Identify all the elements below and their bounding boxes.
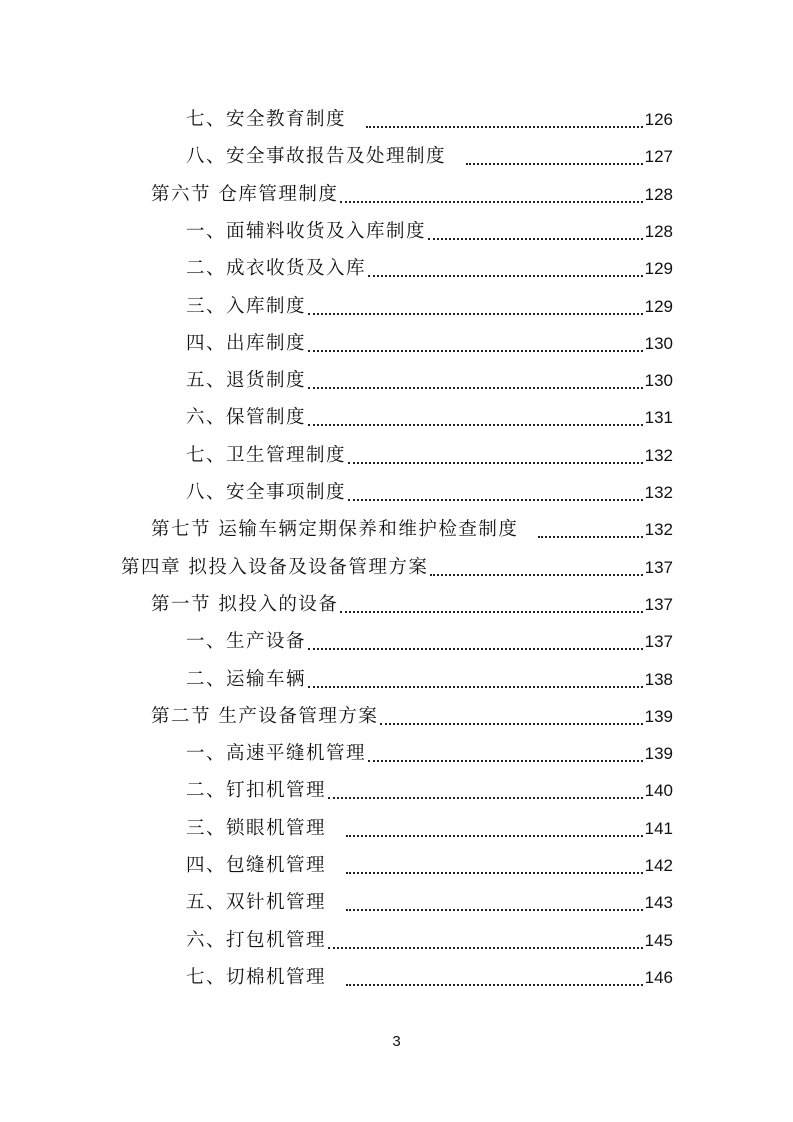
toc-entry-page-number: 143 (644, 893, 673, 913)
toc-dot-leader (308, 661, 643, 698)
toc-entry-title: 四、包缝机管理 (186, 855, 327, 876)
toc-entry-page-number: 132 (644, 445, 673, 465)
toc-entry[interactable] (186, 810, 673, 847)
toc-dot-leader (346, 847, 643, 884)
toc-entry[interactable] (186, 884, 673, 921)
toc-entry-page-number: 127 (644, 147, 673, 167)
toc-dot-leader (348, 437, 643, 474)
toc-dot-leader (428, 213, 643, 250)
toc-entry-title: 二、成衣收货及入库 (186, 258, 367, 280)
toc-entry[interactable] (186, 325, 673, 362)
toc-entry-page-number: 126 (644, 110, 673, 129)
toc-entry-title: 第一节 拟投入的设备 (151, 593, 339, 615)
toc-entry[interactable] (186, 399, 673, 436)
toc-entry-page-number: 132 (644, 483, 673, 502)
toc-entry-title: 六、打包机管理 (186, 929, 327, 951)
toc-entry[interactable] (186, 437, 673, 474)
toc-entry[interactable] (186, 101, 673, 138)
toc-entry[interactable] (186, 959, 673, 996)
page-number: 3 (392, 1033, 401, 1050)
toc-entry[interactable] (151, 698, 673, 735)
toc-entry[interactable] (186, 735, 673, 772)
toc-dot-leader (346, 884, 643, 921)
toc-entry[interactable] (151, 511, 673, 548)
toc-entry-title: 七、切棉机管理 (186, 966, 327, 988)
toc-entry-page-number: 137 (644, 557, 673, 577)
toc-entry-page-number: 130 (644, 371, 673, 391)
toc-entry[interactable] (151, 176, 673, 213)
toc-entry-page-number: 129 (644, 296, 673, 316)
toc-dot-leader (328, 922, 643, 959)
toc-dot-leader (430, 549, 642, 586)
toc-entry-title: 二、运输车辆 (186, 668, 307, 690)
toc-entry-page-number: 132 (644, 520, 673, 540)
toc-dot-leader (368, 250, 643, 287)
toc-entry-title: 第七节 运输车辆定期保养和维护检查制度 (151, 519, 519, 541)
toc-entry-title: 第二节 生产设备管理方案 (151, 705, 379, 727)
toc-dot-leader (340, 176, 642, 213)
toc-entry-page-number: 139 (644, 706, 673, 726)
toc-entry-page-number: 128 (644, 184, 673, 204)
toc-dot-leader (346, 810, 643, 847)
toc-entry-title: 一、面辅料收货及入库制度 (186, 220, 427, 242)
toc-entry[interactable] (186, 922, 673, 959)
toc-entry-page-number: 139 (644, 744, 673, 764)
toc-entry-title: 八、安全事项制度 (186, 482, 347, 503)
toc-dot-leader (308, 623, 643, 660)
toc-entry-page-number: 137 (644, 632, 673, 652)
toc-entry[interactable] (186, 362, 673, 399)
toc-entry-title: 第四章 拟投入设备及设备管理方案 (121, 556, 429, 578)
toc-dot-leader (348, 474, 643, 511)
toc-entry-title: 第六节 仓库管理制度 (151, 183, 339, 205)
toc-entry-title: 五、双针机管理 (186, 892, 327, 914)
toc-entry-title: 五、退货制度 (186, 370, 307, 392)
toc-entry-page-number: 131 (644, 408, 673, 428)
toc-entry[interactable] (186, 250, 673, 287)
toc-entry-page-number: 142 (644, 856, 673, 875)
toc-entry-page-number: 140 (644, 781, 673, 801)
toc-entry-page-number: 128 (644, 221, 673, 241)
toc-dot-leader (340, 586, 642, 623)
toc-entry-title: 七、安全教育制度 (186, 109, 347, 130)
toc-entry-page-number: 129 (644, 259, 673, 279)
toc-entry-page-number: 130 (644, 333, 673, 353)
toc-entry-title: 一、高速平缝机管理 (186, 743, 367, 765)
toc-entry[interactable] (186, 288, 673, 325)
toc-dot-leader (466, 138, 643, 175)
toc-entry[interactable] (186, 772, 673, 809)
toc-entry-title: 一、生产设备 (186, 631, 307, 653)
toc-dot-leader (328, 772, 643, 809)
toc-entry-page-number: 146 (644, 967, 673, 987)
toc-dot-leader (308, 288, 643, 325)
toc-dot-leader (308, 362, 643, 399)
toc-entry-page-number: 141 (644, 818, 673, 838)
toc-entry[interactable] (151, 586, 673, 623)
toc-dot-leader (308, 399, 643, 436)
toc-entry-page-number: 138 (644, 669, 673, 689)
toc-entry-title: 二、钉扣机管理 (186, 780, 327, 802)
toc-entry[interactable] (186, 847, 673, 884)
toc-entry-title: 六、保管制度 (186, 407, 307, 429)
toc-entry[interactable] (121, 549, 673, 586)
toc-dot-leader (368, 735, 643, 772)
toc-dot-leader (380, 698, 642, 735)
toc-entry[interactable] (186, 474, 673, 511)
toc-entry-title: 四、出库制度 (186, 332, 307, 354)
toc-dot-leader (366, 101, 643, 138)
toc-entry-page-number: 137 (644, 594, 673, 614)
toc-dot-leader (538, 511, 642, 548)
toc-entry-title: 八、安全事故报告及处理制度 (186, 146, 447, 168)
toc-dot-leader (346, 959, 643, 996)
toc-entry-page-number: 145 (644, 930, 673, 950)
toc-entry[interactable] (186, 138, 673, 175)
toc-entry[interactable] (186, 661, 673, 698)
toc-entry-title: 三、锁眼机管理 (186, 817, 327, 839)
toc-entry-title: 七、卫生管理制度 (186, 444, 347, 466)
toc-entry[interactable] (186, 213, 673, 250)
toc-dot-leader (308, 325, 643, 362)
toc-entry[interactable] (186, 623, 673, 660)
toc-entry-title: 三、入库制度 (186, 295, 307, 317)
